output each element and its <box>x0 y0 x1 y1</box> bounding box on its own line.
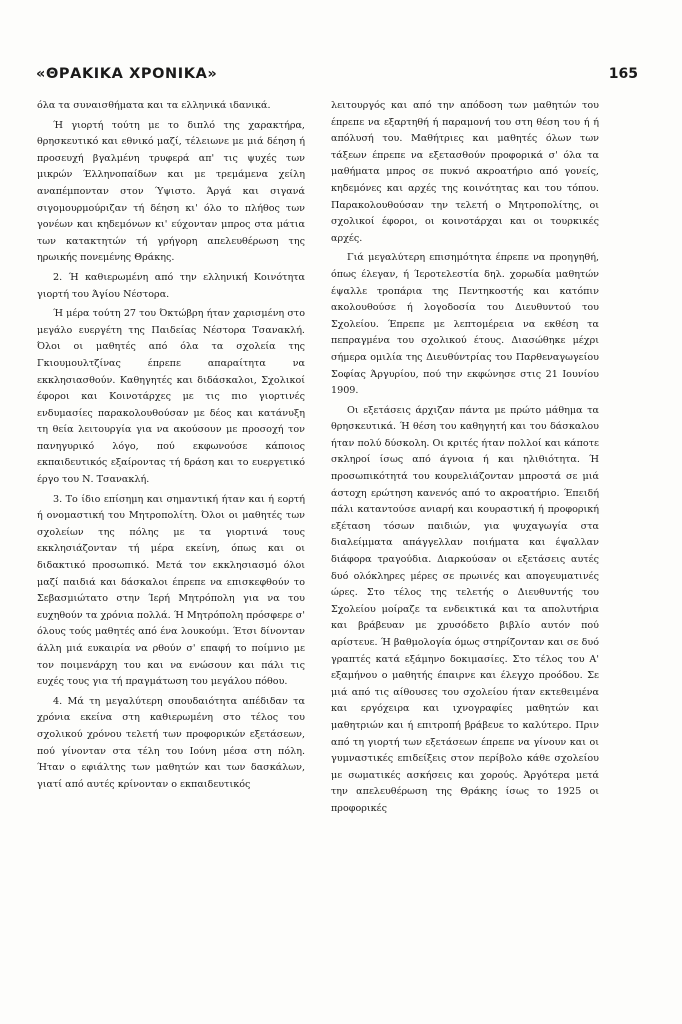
paragraph: Ή γιορτή τούτη με το διπλό της χαρακτήρα, θρησκευτικό και εθνικό μαζί, τέλειωνε με μιά δέηση ή προσευχή βγαλμένη τρυφερά απ' τις ψυχές των μικρών Έλληνοπαίδων και με τρεμάμενα χείλη αναπέμπονταν στον Ύψιστο. Άργά και σιγανά σιγομουρμούριζαν τή δέηση κι' όλο το πλήθος των γονέων και κηδεμόνων κι' εύχονταν μπρος στα μάτια των κατακτητών τή γρήγορη απελευθέρωση της ηρωικής πονεμένης Θράκης. <box>37 119 305 264</box>
journal-title: «ΘΡΑΚΙΚΑ ΧΡΟΝΙΚΑ» <box>36 66 218 82</box>
paragraph: 4. Μά τη μεγαλύτερη σπουδαιότητα απέδιδαν τα χρόνια εκείνα στη καθιερωμένη στο τέλος του σχολικού χρόνου τελετή των προφορικών εξετάσεων, πού γίνονταν στα τέλη του Ιούνη μέσα στη πόλη. Ήταν ο εφιάλτης των μαθητών και των δασκάλων, γιατί από αυτές κρίνονταν ο εκπαιδευτικός <box>37 695 305 790</box>
page-number: 165 <box>608 66 638 82</box>
paragraph: 3. Το ίδιο επίσημη και σημαντική ήταν και ή εορτή ή ονομαστική του Μητροπολίτη. Όλοι οι μαθητές των σχολείων της πόλης με τα γιορτινά τους εκκλησιάζονταν τή μέρα εκείνη, όπως και οι διδακτικό προσωπικό. Μετά τον εκκλησιασμό όλοι μαζί παιδιά και δάσκαλοι έπρεπε να επισκεφθούν το Σεβασμιώτατο στην Ίερή Μητρόπολη για να του ευχηθούν τα χρόνια πολλά. Ή Μητρόπολη πρόσφερε σ' όλους τούς μαθητές από ένα λουκούμι. Έτσι δίνονταν άλλη μιά ευκαιρία να ρθούν σ' επαφή το ποίμνιο με τον ποιμενάρχη του και να ενώσουν και πάλι τις ευχές τους για τή πραγμάτωση του μεγάλου πόθου. <box>37 493 305 688</box>
page-header <box>36 58 638 82</box>
paragraph: Οι εξετάσεις άρχιζαν πάντα με πρώτο μάθημα τα θρησκευτικά. Ή θέση του καθηγητή και του δάσκαλου ήταν πολύ δύσκολη. Οι κριτές ήταν πολλοί και κάποτε σκληροί ίσως από άγνοια ή και ηλιθιότητα. Ή προσωπικότητά του κουρελιάζονταν μπροστά σε μιά άστοχη ερώτηση κανενός από το ακροατήριο. Έπειδή πάλι καταντούσε ανιαρή και κουραστική ή προφορική εξέταση τόσων παιδιών, για ψυχαγωγία στα διαλείμματα απάγγελλαν ποιήματα και έψαλλαν διάφορα τραγούδια. Διαρκούσαν οι εξετάσεις αυτές δυό ολόκληρες μέρες σε πρωινές και απογευματινές ώρες. Στο τέλος της τελετής ο Διευθυντής του Σχολείου μοίραζε τα ενδεικτικά και τα απολυτήρια και βράβευαν με χρυσόδετο βιβλίο αυτόν πού αρίστευε. Ή βαθμολογία όμως στηρίζονταν και σε δυό γραπτές κατά εξάμηνο δοκιμασίες. Στο τέλος του Α' εξαμήνου ο μαθητής έπαιρνε και έλεγχο προόδου. Σε μιά από τις αίθουσες του σχολείου ήταν εκτεθειμένα και εργόχειρα και ιχνογραφίες μαθητών και μαθητριών και ή επιτροπή βράβευε το καλύτερο. Πριν από τη γιορτή των εξετάσεων έπρεπε να γίνουν και οι γυμναστικές επιδείξεις στον περίβολο κάθε σχολείου με σωματικές ασκήσεις και χορούς. Άργότερα μετά την απελευθέρωση της Θράκης ίσως το 1925 οι προφορικές <box>331 404 599 814</box>
left-column <box>37 98 305 796</box>
right-column <box>331 98 599 821</box>
paragraph: Γιά μεγαλύτερη επισημότητα έπρεπε να προηγηθή, όπως έλεγαν, ή Ίεροτελεστία δηλ. χορωδία μαθητών έψαλλε τροπάρια της Πεντηκοστής και κατόπιν ακολουθούσε ή λογοδοσία του Διευθυντού του Σχολείου. Έπρεπε με λεπτομέρεια να εκθέση τα πεπραγμένα του σχολικού έτους. Διασώθηκε μέχρι σήμερα ομιλία της Διευθύντρίας του Παρθεναγωγείου Σοφίας Άργυρίου, πού την εκφώνησε στις 21 Ιουνίου 1909. <box>331 252 599 397</box>
paragraph: λειτουργός και από την απόδοση των μαθητών του έπρεπε να εξαρτηθή ή παραμονή του στη θέση του ή ή απόλυσή του. Μαθήτριες και μαθητές όλων των τάξεων έπρεπε να εξετασθούν προφορικά σ' όλα τα μαθήματα μπρος σε πυκνό ακροατήριο από γονείς, κηδεμόνες και αρχές της κοινότητας και του τόπου. Παρακολουθούσαν την τελετή ο Μητροπολίτης, οι σχολικοί έφοροι, οι κοινοτάρχαι και οι τουρκικές αρχές. <box>331 100 599 244</box>
paragraph: Ή μέρα τούτη 27 του Όκτώβρη ήταν χαρισμένη στο μεγάλο ευεργέτη της Παιδείας Νέστορα Τσανακλή. Όλοι οι μαθητές από όλα τα σχολεία της Γκιουμουλτζίνας έπρεπε απαραίτητα να εκκλησιασθούν. Καθηγητές και διδάσκαλοι, Σχολικοί έφοροι και Κοινοτάρχες με τις πιο γιορτινές ενδυμασίες παρακολουθούσαν με δέος και κατάνυξη τη θεία λειτουργία για να ακούσουν με προσοχή τον πανηγυρικό λόγο, πού εκφωνούσε κάποιος εκπαιδευτικός εξαίροντας τή δράση και το ευεργετικό έργο του Ν. Τσανακλή. <box>37 308 305 486</box>
paragraph: όλα τα συναισθήματα και τα ελληνικά ιδανικά. <box>37 100 271 111</box>
section-heading: 2. Ή καθιερωμένη από την ελληνική Κοινότητα γιορτή του Άγίου Νέστορα. <box>37 271 305 300</box>
